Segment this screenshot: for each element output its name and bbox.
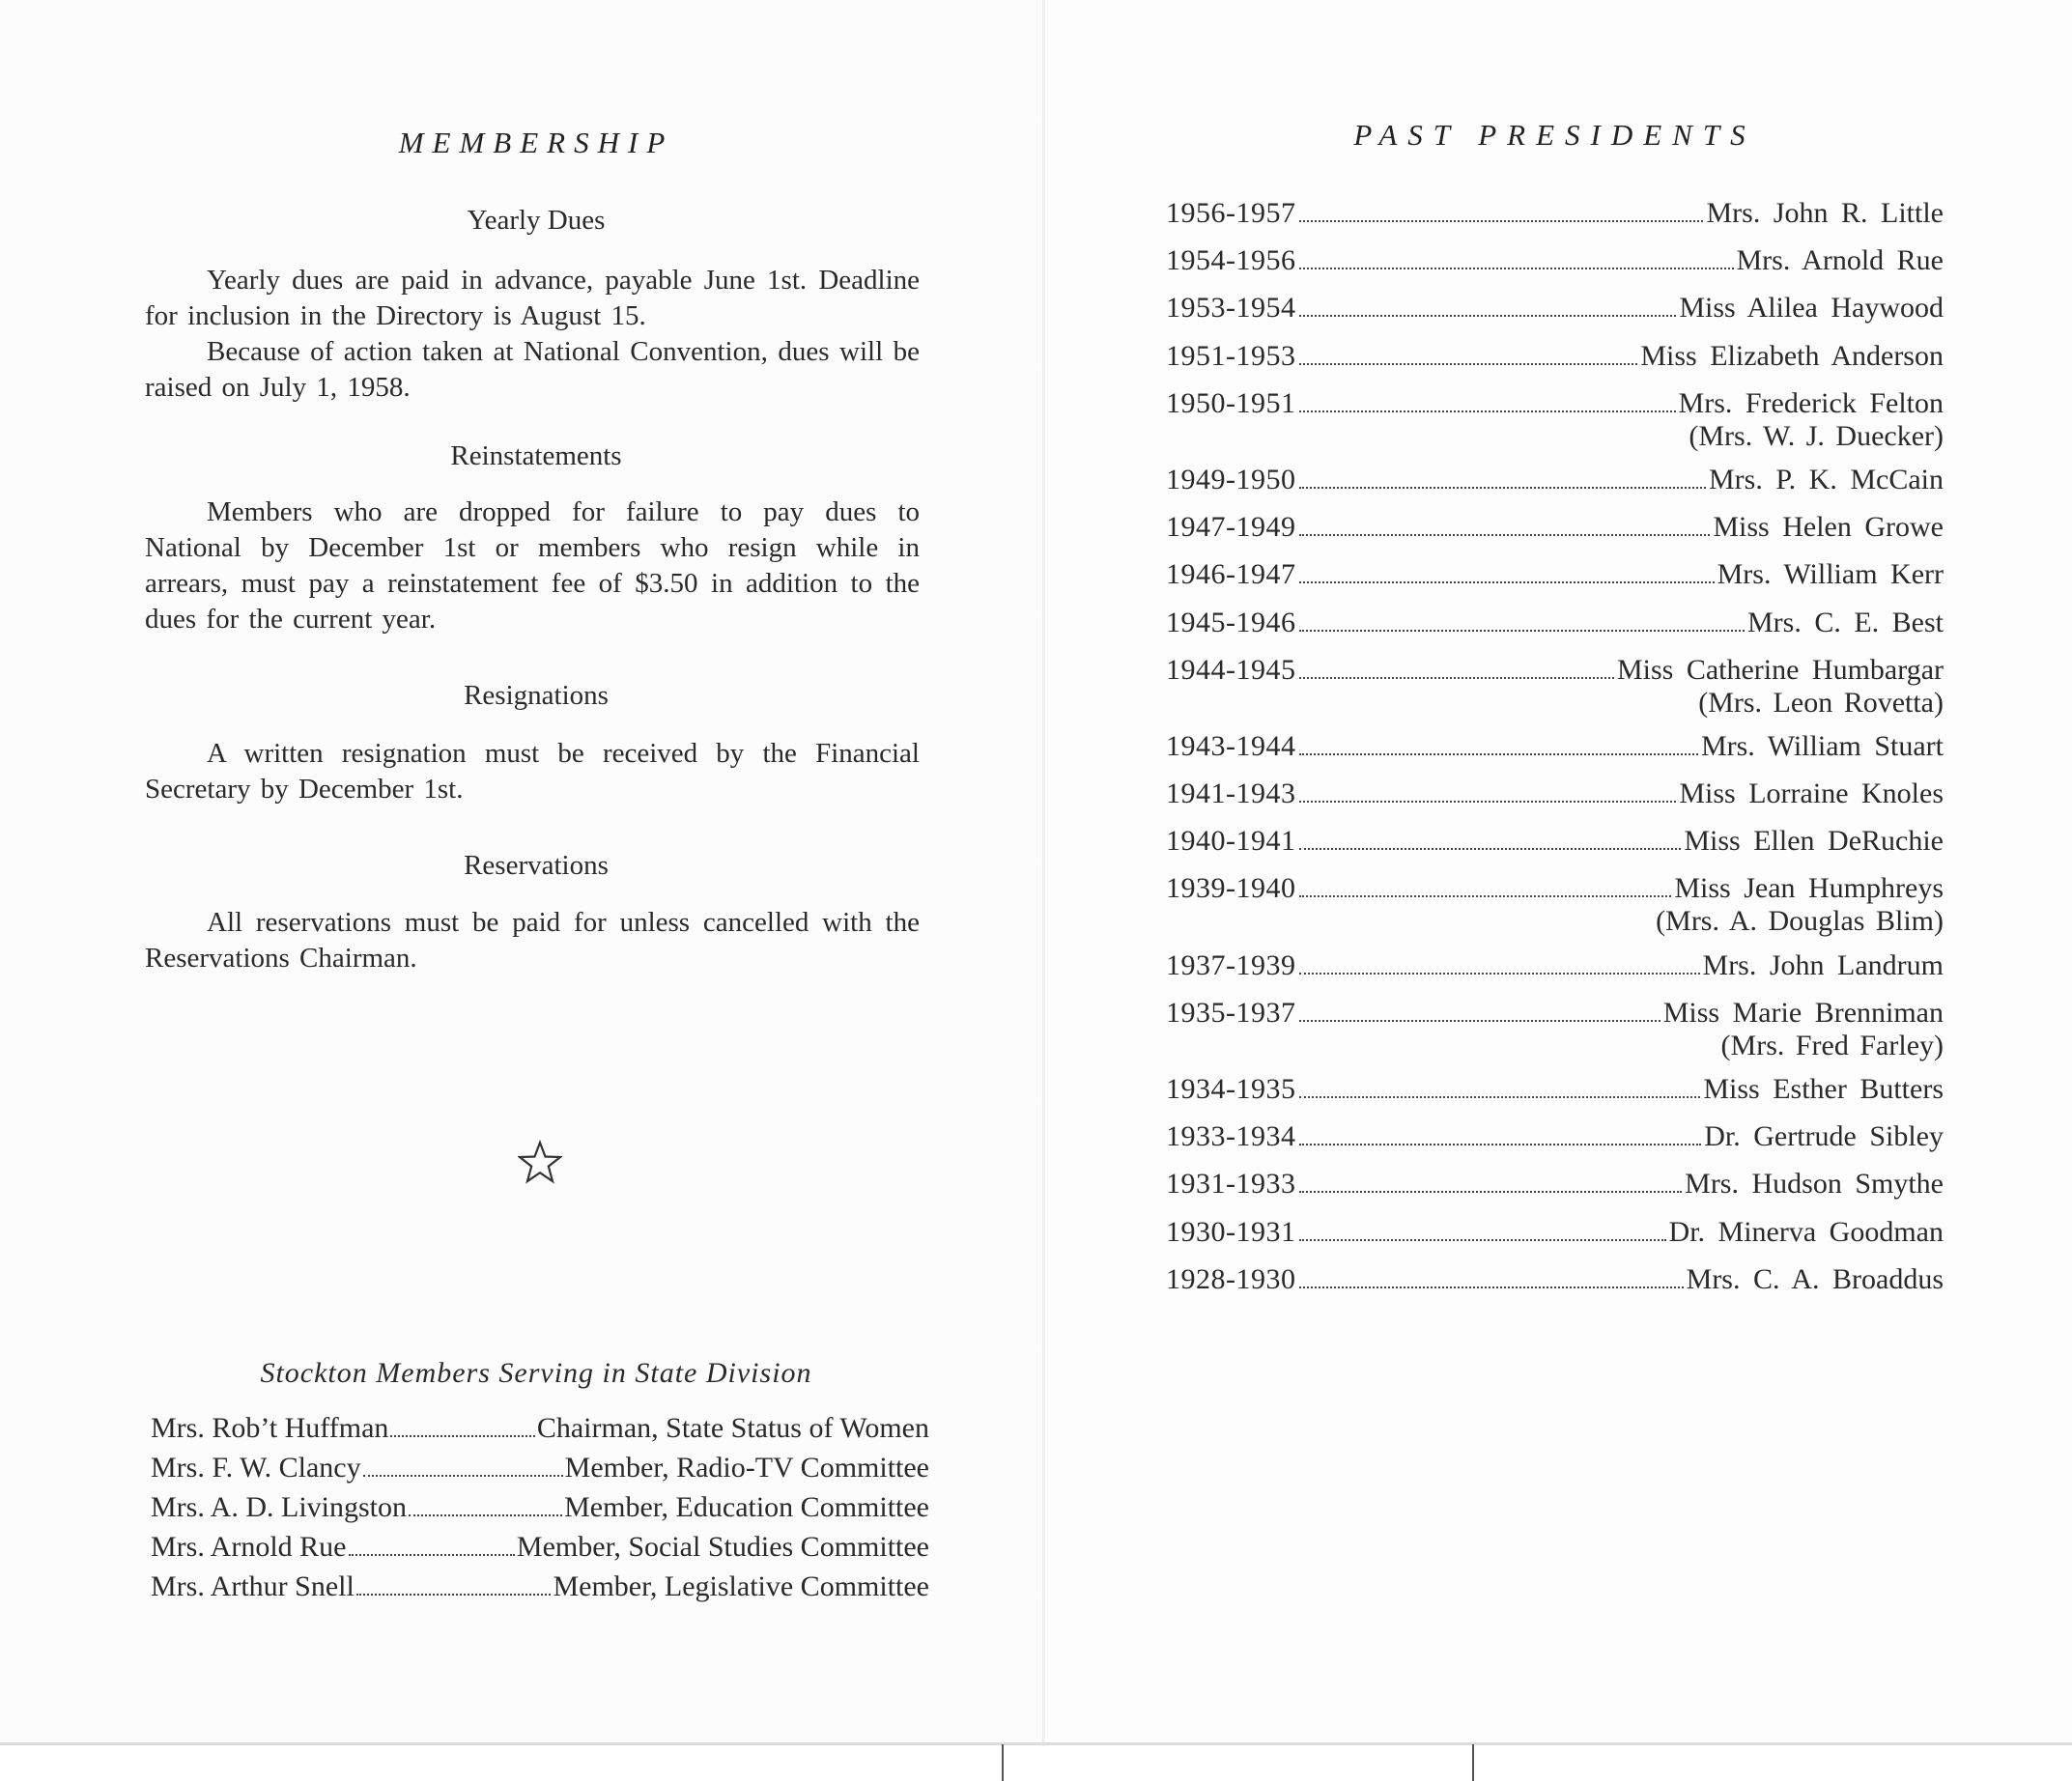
president-line: [1166, 340, 1944, 373]
president-line: [1166, 872, 1944, 905]
member-name: Mrs. Arnold Rue: [151, 1531, 347, 1563]
leader-dots: [349, 1554, 515, 1556]
president-line: [1166, 197, 1944, 230]
president-line: [1166, 1216, 1944, 1249]
president-line: [1166, 1120, 1944, 1153]
president-name: Miss Catherine Humbargar: [1616, 653, 1944, 686]
page-fold: [1042, 0, 1045, 1746]
president-name: Miss Alilea Haywood: [1679, 292, 1944, 325]
president-line: [1166, 464, 1944, 496]
term-years: 1947-1949: [1166, 511, 1296, 544]
president-row: [1166, 949, 1944, 982]
president-row: [1166, 292, 1944, 325]
president-row: [1166, 872, 1944, 938]
president-line: [1166, 244, 1944, 277]
president-name: Mrs. C. E. Best: [1746, 606, 1944, 638]
president-name: Miss Esther Butters: [1703, 1073, 1944, 1105]
president-line: [1166, 654, 1944, 687]
president-row: [1166, 825, 1944, 858]
president-row: [1166, 244, 1944, 277]
leader-dots: [1299, 534, 1711, 536]
page-bottom-edge: [0, 1742, 2072, 1745]
president-married-name: (Mrs. A. Douglas Blim): [1656, 905, 1944, 938]
president-line: [1166, 730, 1944, 763]
section-title-yearly-dues: Yearly Dues: [467, 205, 606, 236]
leader-dots: [363, 1475, 563, 1477]
president-line: [1166, 997, 1944, 1030]
president-row: [1166, 654, 1944, 720]
term-years: 1943-1944: [1166, 729, 1296, 762]
state-division-list: [151, 1412, 929, 1610]
president-row: [1166, 1263, 1944, 1296]
president-name: Mrs. William Kerr: [1717, 558, 1944, 591]
president-name: Mrs. Frederick Felton: [1678, 386, 1944, 419]
leader-dots: [390, 1435, 534, 1437]
president-name: Mrs. John Landrum: [1702, 948, 1944, 981]
president-row: [1166, 387, 1944, 453]
president-name: Miss Helen Growe: [1713, 511, 1944, 544]
president-name: Mrs. William Stuart: [1700, 729, 1944, 762]
term-years: 1949-1950: [1166, 463, 1296, 495]
leader-dots: [1299, 1144, 1702, 1145]
term-years: 1934-1935: [1166, 1073, 1296, 1105]
leader-dots: [1299, 848, 1682, 850]
term-years: 1935-1937: [1166, 996, 1296, 1029]
leader-dots: [1299, 677, 1614, 679]
leader-dots: [1299, 487, 1706, 489]
state-member-row: [151, 1491, 929, 1531]
president-married-name: (Mrs. W. J. Duecker): [1689, 419, 1944, 452]
president-row: [1166, 1120, 1944, 1153]
president-row: [1166, 1216, 1944, 1249]
president-row: [1166, 464, 1944, 496]
term-years: 1954-1956: [1166, 244, 1296, 277]
president-line: [1166, 387, 1944, 420]
member-role: Member, Radio-TV Committee: [564, 1452, 929, 1484]
president-name: Mrs. C. A. Broaddus: [1686, 1262, 1944, 1295]
reinstatements-paragraph: Members who are dropped for failure to pay dues to National by December 1st or members who resign while in arrears, must pay a reinstatement fee of $3.50 in addition to the dues for the current year.: [145, 496, 920, 635]
president-row: [1166, 777, 1944, 810]
term-years: 1946-1947: [1166, 558, 1296, 591]
term-years: 1931-1933: [1166, 1168, 1296, 1201]
past-presidents-heading: PAST PRESIDENTS: [1353, 118, 1756, 152]
president-row: [1166, 197, 1944, 230]
leader-dots: [1299, 315, 1677, 317]
president-line: [1166, 1168, 1944, 1201]
president-row: [1166, 1168, 1944, 1201]
leader-dots: [1299, 630, 1745, 632]
president-married-name: (Mrs. Fred Farley): [1720, 1029, 1944, 1061]
leader-dots: [1299, 1191, 1683, 1193]
president-row: [1166, 558, 1944, 591]
leader-dots: [1299, 1020, 1660, 1022]
president-married-name: (Mrs. Leon Rovetta): [1698, 686, 1944, 719]
leader-dots: [1299, 363, 1638, 365]
leader-dots: [1299, 973, 1700, 975]
president-name: Mrs. Hudson Smythe: [1685, 1168, 1944, 1201]
term-years: 1953-1954: [1166, 292, 1296, 325]
reservations-paragraph: All reservations must be paid for unless cancelled with the Reservations Chairman.: [145, 907, 920, 974]
member-name: Mrs. Arthur Snell: [151, 1570, 355, 1602]
state-division-title: Stockton Members Serving in State Division: [260, 1357, 812, 1389]
president-line: [1166, 949, 1944, 982]
leader-dots: [1299, 895, 1672, 897]
president-row: [1166, 511, 1944, 544]
section-title-reinstatements: Reinstatements: [450, 440, 622, 471]
leader-dots: [1299, 1239, 1666, 1241]
president-name: Miss Marie Brenniman: [1662, 996, 1944, 1029]
state-member-row: [151, 1570, 929, 1610]
member-name: Mrs. F. W. Clancy: [151, 1452, 361, 1484]
leader-dots: [1299, 220, 1704, 222]
member-name: Mrs. Rob’t Huffman: [151, 1412, 389, 1444]
president-name: Miss Ellen DeRuchie: [1684, 825, 1944, 858]
term-years: 1939-1940: [1166, 872, 1296, 905]
section-title-reservations: Reservations: [464, 850, 609, 881]
leader-dots: [1299, 1096, 1701, 1098]
president-name: Miss Elizabeth Anderson: [1640, 339, 1944, 372]
state-member-row: [151, 1531, 929, 1570]
president-line: [1166, 825, 1944, 858]
president-line: [1166, 558, 1944, 591]
president-name: Mrs. John R. Little: [1706, 197, 1944, 229]
member-role: Member, Legislative Committee: [553, 1570, 929, 1602]
president-line: [1166, 511, 1944, 544]
president-line: [1166, 1263, 1944, 1296]
member-role: Member, Education Committee: [564, 1491, 929, 1523]
edge-mark: [1002, 1744, 1004, 1781]
leader-dots: [1299, 801, 1677, 803]
yearly-dues-paragraph-1: Yearly dues are paid in advance, payable June 1st. Deadline for inclusion in the Directory is August 15.: [145, 265, 920, 331]
term-years: 1944-1945: [1166, 653, 1296, 686]
term-years: 1941-1943: [1166, 777, 1296, 810]
term-years: 1950-1951: [1166, 386, 1296, 419]
term-years: 1930-1931: [1166, 1215, 1296, 1248]
leader-dots: [356, 1594, 552, 1596]
leader-dots: [1299, 268, 1734, 269]
leader-dots: [1299, 410, 1676, 412]
president-line: [1166, 607, 1944, 639]
president-row: [1166, 340, 1944, 373]
leader-dots: [1299, 1286, 1684, 1288]
term-years: 1940-1941: [1166, 825, 1296, 858]
president-name: Mrs. Arnold Rue: [1736, 244, 1944, 277]
resignations-paragraph: A written resignation must be received by the Financial Secretary by December 1st.: [145, 738, 920, 805]
president-line: [1166, 292, 1944, 325]
president-row: [1166, 997, 1944, 1062]
term-years: 1928-1930: [1166, 1262, 1296, 1295]
leader-dots: [1299, 581, 1715, 583]
term-years: 1945-1946: [1166, 606, 1296, 638]
state-member-row: [151, 1452, 929, 1491]
term-years: 1937-1939: [1166, 948, 1296, 981]
section-title-resignations: Resignations: [464, 680, 609, 711]
member-role: Member, Social Studies Committee: [516, 1531, 929, 1563]
president-line: [1166, 1073, 1944, 1106]
member-name: Mrs. A. D. Livingston: [151, 1491, 408, 1523]
member-role: Chairman, State Status of Women: [536, 1412, 929, 1444]
star-outline-icon: [518, 1140, 562, 1184]
president-row: [1166, 730, 1944, 763]
president-name: Dr. Gertrude Sibley: [1704, 1120, 1944, 1153]
term-years: 1933-1934: [1166, 1120, 1296, 1153]
leader-dots: [409, 1514, 562, 1516]
president-name: Mrs. P. K. McCain: [1708, 463, 1944, 495]
state-member-row: [151, 1412, 929, 1452]
membership-heading: MEMBERSHIP: [398, 126, 674, 159]
yearly-dues-paragraph-2: Because of action taken at National Convention, dues will be raised on July 1, 1958.: [145, 336, 920, 403]
term-years: 1956-1957: [1166, 197, 1296, 229]
past-presidents-list: [1166, 197, 1944, 1311]
president-line: [1166, 777, 1944, 810]
president-name: Miss Lorraine Knoles: [1679, 777, 1944, 810]
leader-dots: [1299, 753, 1698, 755]
president-row: [1166, 607, 1944, 639]
edge-mark: [1472, 1744, 1474, 1781]
president-name: Miss Jean Humphreys: [1674, 872, 1944, 905]
president-name: Dr. Minerva Goodman: [1668, 1215, 1944, 1248]
term-years: 1951-1953: [1166, 339, 1296, 372]
president-row: [1166, 1073, 1944, 1106]
